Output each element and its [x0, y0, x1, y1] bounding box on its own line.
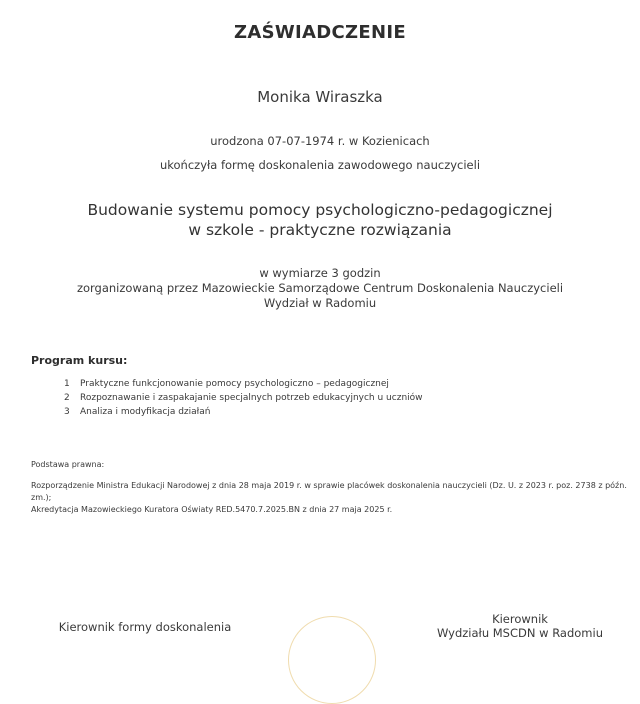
program-item-number: 1 [64, 379, 70, 389]
signature-right-line1: Kierownik [492, 612, 548, 626]
program-label: Program kursu: [31, 354, 128, 367]
program-item [64, 391, 423, 405]
completion-text: ukończyła formę doskonalenia zawodowego nauczycieli [159, 158, 481, 172]
stamp-circle-icon [288, 616, 376, 704]
recipient-name: Monika Wiraszka [257, 88, 383, 106]
program-item-number: 3 [64, 407, 70, 417]
course-meta [0, 266, 640, 311]
legal-basis-label: Podstawa prawna: [31, 460, 105, 469]
legal-basis-line2: Akredytacja Mazowieckiego Kuratora Oświaty RED.5470.7.2025.BN z dnia 27 maja 2025 r. [31, 505, 393, 514]
program-item-number: 2 [64, 393, 70, 403]
course-title-line1: Budowanie systemu pomocy psychologiczno-pedagogicznej [87, 201, 553, 219]
program-item-text: Analiza i modyfikacja działań [80, 407, 211, 417]
organizer-department: Wydział w Radomiu [263, 296, 377, 310]
legal-basis-line1: Rozporządzenie Ministra Edukacji Narodowej z dnia 28 maja 2019 r. w sprawie placówek doskonalenia nauczycieli (Dz. U. z 2023 r. poz. 2738 z późn. zm.); [31, 481, 627, 502]
program-list [64, 377, 423, 419]
signature-right-label [420, 612, 620, 640]
program-item-text: Praktyczne funkcjonowanie pomocy psychologiczno – pedagogicznej [80, 379, 389, 389]
signature-left-label: Kierownik formy doskonalenia [58, 620, 232, 634]
certificate-title: ZAŚWIADCZENIE [234, 22, 406, 43]
birth-info: urodzona 07-07-1974 r. w Kozienicach [210, 134, 430, 148]
course-title [0, 200, 640, 240]
program-item-text: Rozpoznawanie i zaspakajanie specjalnych potrzeb edukacyjnych u uczniów [80, 393, 423, 403]
course-duration: w wymiarze 3 godzin [259, 266, 381, 280]
program-item [64, 377, 423, 391]
course-title-line2: w szkole - praktyczne rozwiązania [188, 221, 452, 239]
program-item [64, 405, 423, 419]
signature-right-line2: Wydziału MSCDN w Radomiu [437, 626, 603, 640]
course-organizer: zorganizowaną przez Mazowieckie Samorządowe Centrum Doskonalenia Nauczycieli [76, 281, 564, 295]
legal-basis-text [31, 480, 631, 516]
